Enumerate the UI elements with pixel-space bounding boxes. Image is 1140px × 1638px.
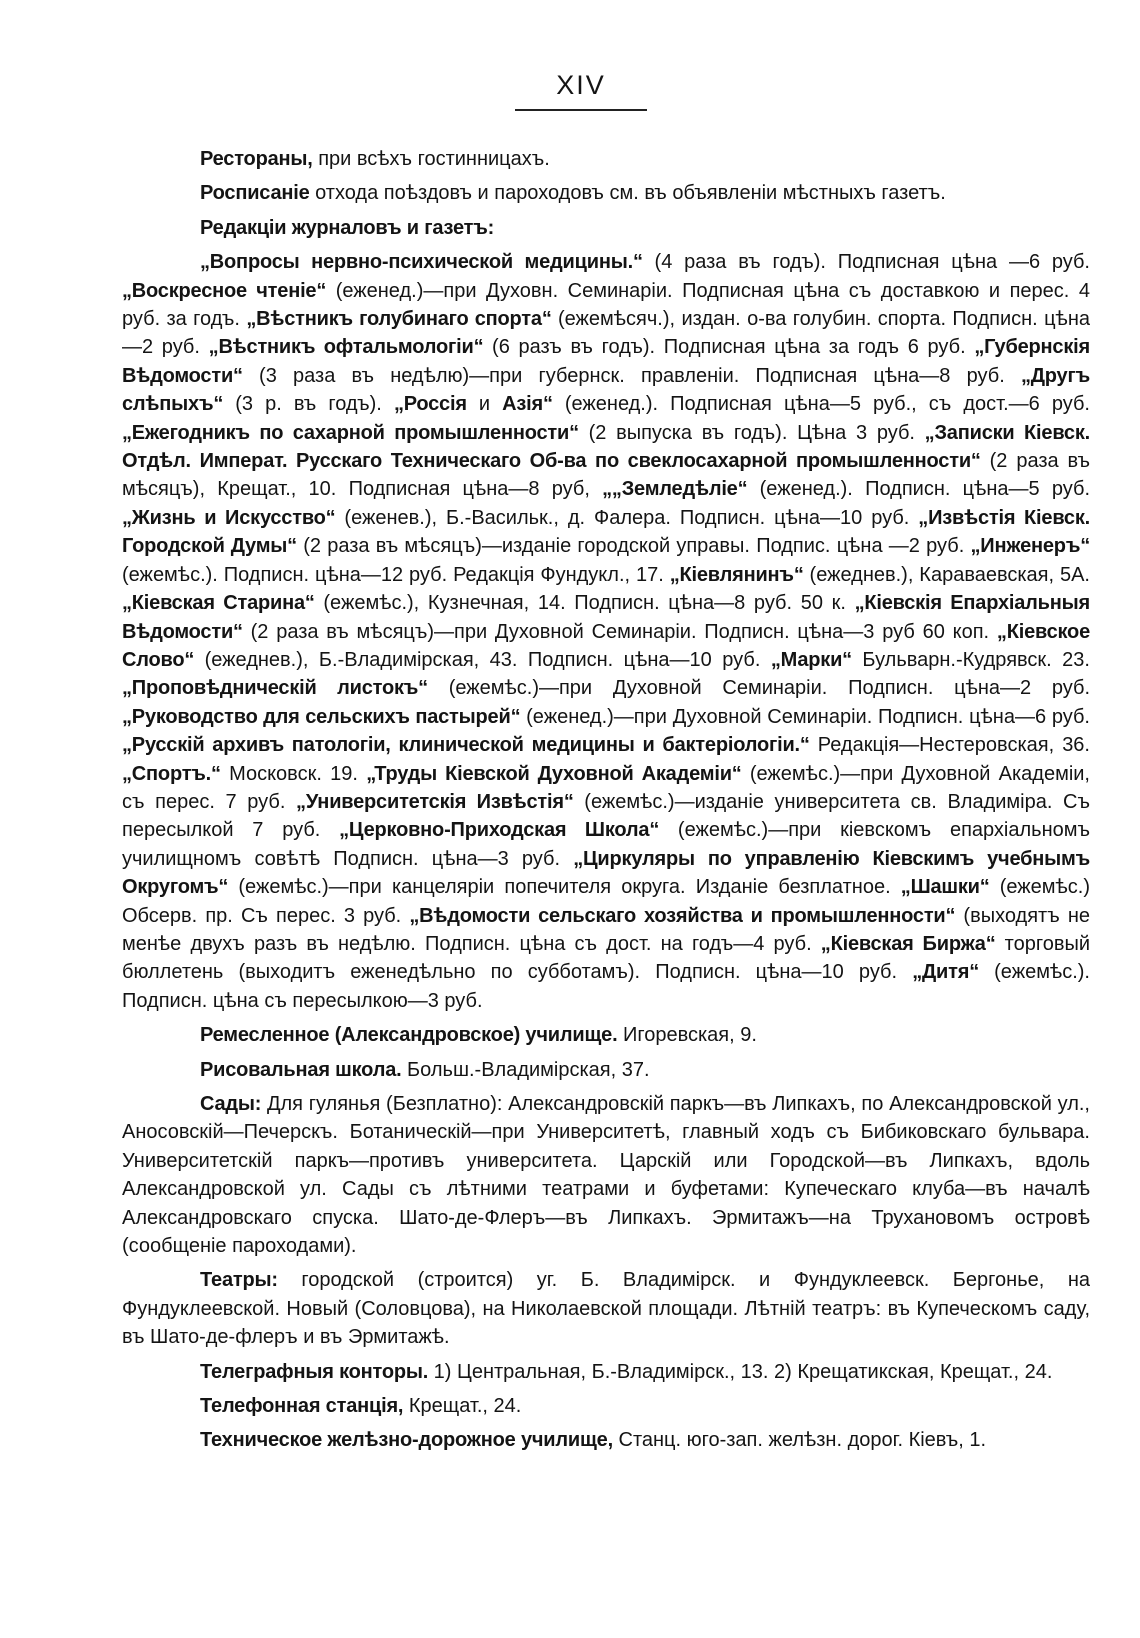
entry-title: Сады:	[200, 1093, 262, 1115]
journal-title: „Ежегодникъ по сахарной промышленности“	[122, 421, 579, 444]
entry-text: Крещат., 24.	[403, 1395, 522, 1418]
journal-details: (еженед.)—при Духовной Семинаріи. Подписн. цѣна—6 руб.	[520, 705, 1090, 728]
entry-title: Телеграфныя конторы.	[200, 1360, 429, 1383]
journal-title: „Кіевское Слово“	[122, 620, 1090, 671]
journal-details: (6 разъ въ годъ). Подписная цѣна за годъ 6 руб.	[483, 336, 975, 359]
journal-title: „Записки Кіевск. Отдѣл. Императ. Русскаго Техническаго Об-ва по свеклосахарной промышленности“	[122, 421, 1091, 473]
journal-title: „Проповѣдническій листокъ“	[122, 677, 428, 700]
journal-title: „Труды Кіевской Духовной Академіи“	[366, 762, 742, 785]
journal-details: (ежемѣсяч.), издан. о-ва голубин. спорта. Подписн. цѣна—2 руб.	[122, 308, 1090, 359]
journal-details: (3 раза въ недѣлю)—при губернск. правленіи. Подписная цѣна—8 руб.	[242, 364, 1021, 387]
entry-title: Техническое желѣзно-дорожное училище,	[200, 1429, 613, 1452]
entry-drawing-school	[122, 1056, 1090, 1084]
journal-title: „Инженеръ“	[970, 535, 1090, 558]
journal-title: „Другъ слѣпыхъ“	[122, 364, 1090, 416]
entry-text: Больш.-Владимірская, 37.	[401, 1058, 650, 1081]
journal-title: „Губернскія Вѣдомости“	[122, 336, 1090, 387]
journal-title: „Русскій архивъ патологіи, клинической медицины и бактеріологіи.“	[122, 734, 810, 757]
entry-restaurants	[122, 145, 1090, 173]
entry-title: Редакціи журналовъ и газетъ:	[200, 216, 495, 239]
entry-text: Игоревская, 9.	[617, 1024, 757, 1047]
entry-title: Рисовальная школа.	[200, 1058, 402, 1081]
journal-title: „Спортъ.“	[122, 762, 221, 785]
journal-details: (ежемѣс.)—при Духовной Семинаріи. Подписн. цѣна—2 руб.	[427, 677, 1091, 700]
header-rule	[515, 109, 647, 111]
journal-details: Редакція—Нестеровская, 36.	[809, 734, 1090, 757]
journal-title: „Марки“	[770, 648, 852, 671]
journal-details: Бульварн.-Кудрявск. 23.	[851, 648, 1090, 671]
journal-details: (2 раза въ мѣсяцъ)—при Духовной Семинаріи. Подписн. цѣна—3 руб 60 коп.	[242, 620, 997, 643]
entry-title: Росписаніе	[200, 182, 310, 205]
journal-title: „Циркуляры по управленію Кіевскимъ учебнымъ Округомъ“	[122, 847, 1091, 899]
entry-text: Станц. юго-зап. желѣзн. дорог. Кіевъ, 1.	[612, 1429, 987, 1452]
journal-title: „Вѣстникъ голубинаго спорта“	[246, 308, 552, 331]
journal-details: (ежеднев.), Б.-Владимірская, 43. Подписн. цѣна—10 руб.	[194, 648, 771, 671]
journal-title: „Кіевлянинъ“	[669, 563, 804, 586]
entry-title: Ремесленное (Александровское) училище.	[200, 1024, 618, 1047]
journal-title: „Кіевскія Епархіальныя Вѣдомости“	[122, 592, 1090, 643]
journal-title: „Университетскія Извѣстія“	[296, 790, 574, 813]
journal-details: (ежемѣс.)—при канцеляріи попечителя округа. Изданіе безплатное.	[228, 876, 901, 899]
journal-title: „Жизнь и Искусство“	[122, 506, 336, 529]
journal-details: (ежемѣс.), Кузнечная, 14. Подписн. цѣна—8 руб. 50 к.	[314, 592, 855, 615]
entry-text: Для гулянья (Безплатно): Александровскій паркъ—въ Липкахъ, по Александровской ул., Аносовскій—Печерскъ. Ботаническій—при Университетѣ, главный ходъ съ Бибиковскаго бульвара. Университетскій паркъ—противъ университета. Царскій или Городской—въ Липкахъ, вдоль Александровской ул. Сады съ лѣтними театрами и буфетами: Купеческаго клуба—въ началѣ Александровскаго спуска. Шато-де-Флеръ—въ Липкахъ. Эрмитажъ—на Трухановомъ островѣ (сообщеніе пароходами).	[122, 1093, 1090, 1258]
journal-title: „Вѣдомости сельскаго хозяйства и промышленности“	[409, 904, 956, 927]
journal-details: (ежемѣс.). Подписн. цѣна съ пересылкою—3 руб.	[122, 961, 1090, 1012]
entry-text: отхода поѣздовъ и пароходовъ см. въ объявленіи мѣстныхъ газетъ.	[309, 182, 946, 205]
entry-title: Театры:	[200, 1269, 278, 1292]
entry-title: Телефонная станція,	[200, 1395, 404, 1418]
journal-details: (3 р. въ годъ).	[223, 393, 394, 416]
journal-title: „Вопросы нервно-психической медицины.“	[200, 251, 643, 274]
entry-telegraph	[122, 1358, 1090, 1386]
entry-theatres	[122, 1266, 1090, 1351]
journal-title: „Церковно-Приходская Школа“	[339, 819, 660, 842]
journal-title: „Воскресное чтеніе“	[122, 279, 327, 302]
journal-details: (ежемѣс.)—при кіевскомъ епархіальномъ училищномъ совѣтѣ Подписн. цѣна—3 руб.	[122, 819, 1091, 870]
page-number: XIV	[556, 70, 606, 100]
journal-details: (2 раза въ мѣсяцъ)—изданіе городской управы. Подпис. цѣна —2 руб.	[297, 535, 971, 558]
page-header	[72, 70, 1090, 111]
journal-details: (выходятъ не менѣе двухъ разъ въ недѣлю. Подписн. цѣна съ дост. на годъ—4 руб.	[122, 904, 1090, 955]
journal-details: Московск. 19.	[220, 762, 367, 785]
journal-details: (ежемѣс.). Подписн. цѣна—12 руб. Редакція Фундукл., 17.	[122, 563, 670, 586]
entry-text: городской (строится) уг. Б. Владимірск. и Фундуклеевск. Бергонье, на Фундуклеевской. Новый (Соловцова), на Николаевской площади. Лѣтній театръ: въ Купеческомъ саду, въ Шато-де-флеръ и въ Эрмитажѣ.	[122, 1269, 1090, 1349]
journal-details: (еженев.), Б.-Васильк., д. Фалера. Подписн. цѣна—10 руб.	[335, 506, 919, 529]
entry-gardens	[122, 1090, 1090, 1260]
journal-details: (еженед.)—при Духовн. Семинаріи. Подписная цѣна съ доставкою и перес. 4 руб. за годъ.	[122, 279, 1090, 331]
entry-schedule	[122, 179, 1090, 207]
entry-craft-school	[122, 1021, 1090, 1049]
journal-title: Азія“	[502, 393, 553, 416]
journal-details: (ежеднев.), Караваевская, 5А.	[803, 563, 1090, 586]
journals-list	[122, 248, 1090, 1015]
journal-title: „„Земледѣліе“	[602, 478, 748, 501]
journal-details: (еженед.). Подписн. цѣна—5 руб.	[747, 478, 1091, 501]
journal-details: (2 выпуска въ годъ). Цѣна 3 руб.	[578, 421, 925, 444]
journal-details: и	[466, 393, 503, 416]
entry-editorial-offices	[122, 214, 1090, 242]
journal-title: „Россія	[393, 393, 467, 416]
entry-telephone	[122, 1392, 1090, 1420]
journal-title: „Извѣстія Кіевск. Городской Думы“	[122, 506, 1090, 558]
journal-title: „Руководство для сельскихъ пастырей“	[122, 705, 521, 728]
journal-details: (ежемѣс.) Обсерв. пр. Съ перес. 3 руб.	[122, 876, 1090, 927]
entry-title: Рестораны,	[200, 148, 313, 170]
entry-text: 1) Центральная, Б.-Владимірск., 13. 2) Крещатикская, Крещат., 24.	[428, 1360, 1053, 1383]
journal-title: „Кіевская Биржа“	[820, 932, 996, 955]
journal-title: „Шашки“	[900, 876, 990, 899]
journal-details: (4 раза въ годъ). Подписная цѣна —6 руб.	[642, 251, 1090, 274]
entry-railway-school	[122, 1426, 1090, 1454]
entry-text: при всѣхъ гостинницахъ.	[312, 148, 550, 170]
journal-title: „Вѣстникъ офтальмологіи“	[208, 336, 484, 359]
journal-details: (2 раза въ мѣсяцъ), Крещат., 10. Подписная цѣна—8 руб,	[122, 450, 1091, 501]
journal-title: „Дитя“	[912, 961, 980, 984]
journal-details: (еженед.). Подписная цѣна—5 руб., съ дост.—6 руб.	[552, 393, 1090, 416]
journal-details: (ежемѣс.)—изданіе университета св. Владиміра. Съ пересылкой 7 руб.	[122, 790, 1090, 842]
journal-details: (ежемѣс.)—при Духовной Академіи, съ перес. 7 руб.	[122, 762, 1090, 813]
directory-text	[122, 145, 1090, 1455]
journal-title: „Кіевская Старина“	[122, 592, 315, 615]
journal-details: торговый бюллетень (выходитъ еженедѣльно по субботамъ). Подписн. цѣна—10 руб.	[122, 932, 1091, 984]
